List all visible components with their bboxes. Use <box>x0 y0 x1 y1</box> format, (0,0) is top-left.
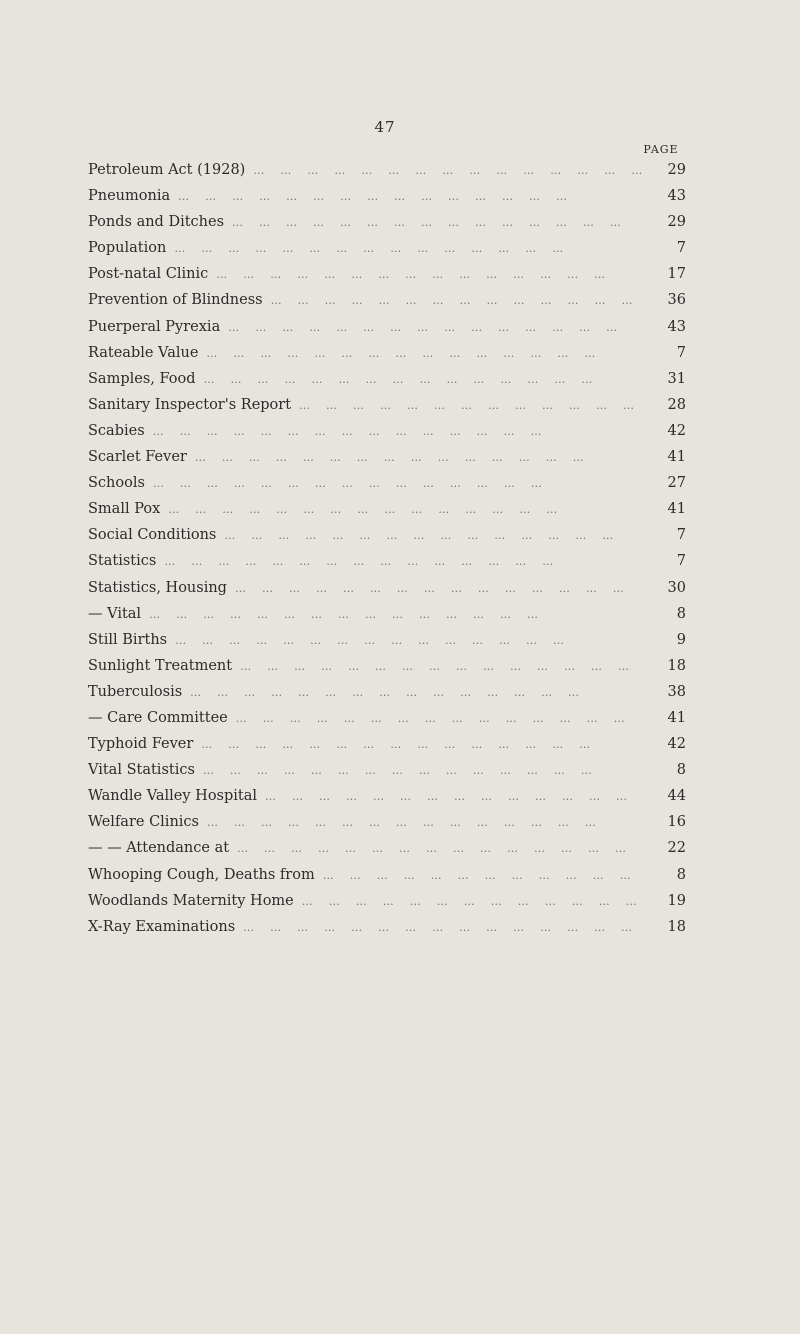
dot-leader <box>228 712 642 725</box>
dot-leader <box>291 399 642 412</box>
index-term: Schools <box>88 475 145 492</box>
dot-leader <box>227 582 642 595</box>
dot-leader <box>235 921 642 934</box>
index-term: Pneumonia <box>88 188 171 205</box>
index-page-number: 16 <box>667 814 686 831</box>
dot-leader <box>141 608 642 621</box>
index-page-number: 36 <box>667 292 686 309</box>
index-page-number: 31 <box>667 370 686 387</box>
index-entry <box>88 188 690 214</box>
dot-leader <box>145 425 642 438</box>
index-term: Statistics, Housing <box>88 579 227 596</box>
dot-leader <box>229 842 642 855</box>
dot-leader <box>166 242 642 255</box>
index-page-number: 29 <box>667 214 686 231</box>
dot-leader <box>182 686 642 699</box>
index-term: Small Pox <box>88 501 161 518</box>
index-entry <box>88 919 690 945</box>
index-page-number: 42 <box>667 736 686 753</box>
dot-leader <box>195 764 642 777</box>
dot-leader <box>294 895 642 908</box>
index-term: Statistics <box>88 553 157 570</box>
dot-leader <box>160 503 642 516</box>
index-entry <box>88 893 690 919</box>
index-term: Woodlands Maternity Home <box>88 892 294 909</box>
index-entry <box>88 475 690 501</box>
dot-leader <box>263 294 642 307</box>
index-term: Scarlet Fever <box>88 449 187 466</box>
index-entry <box>88 658 690 684</box>
dot-leader <box>257 790 642 803</box>
index-page-number: 8 <box>676 866 686 883</box>
index-page-number: 8 <box>676 605 686 622</box>
index-entry <box>88 449 690 475</box>
page-column-header: PAGE <box>643 143 679 156</box>
index-entry <box>88 762 690 788</box>
index-entry <box>88 162 690 188</box>
index-term: — Care Committee <box>88 709 228 726</box>
index-term: Vital Statistics <box>88 762 195 779</box>
index-page-number: 41 <box>667 449 686 466</box>
index-page-number: 42 <box>667 422 686 439</box>
dot-leader <box>220 321 642 334</box>
dot-leader <box>216 529 642 542</box>
dot-leader <box>315 869 642 882</box>
index-page-number: 28 <box>667 396 686 413</box>
dot-leader <box>193 738 642 751</box>
index-entry <box>88 371 690 397</box>
index-entry <box>88 319 690 345</box>
index-page-number: 41 <box>667 709 686 726</box>
index-entry <box>88 580 690 606</box>
index-entry <box>88 240 690 266</box>
index-entry <box>88 632 690 658</box>
index-page-number: 43 <box>667 318 686 335</box>
dot-leader <box>170 190 642 203</box>
index-entry <box>88 814 690 840</box>
index-entry <box>88 736 690 762</box>
index-term: Puerperal Pyrexia <box>88 318 221 335</box>
index-term: Typhoid Fever <box>88 736 194 753</box>
index-entry <box>88 266 690 292</box>
index-term: Welfare Clinics <box>88 814 199 831</box>
index-term: Wandle Valley Hospital <box>88 788 258 805</box>
index-entry <box>88 345 690 371</box>
index-term: Sanitary Inspector's Report <box>88 396 292 413</box>
index-entry <box>88 501 690 527</box>
index-page-number: 19 <box>667 892 686 909</box>
index-entry <box>88 788 690 814</box>
index-page-number: 7 <box>676 553 686 570</box>
index-term: Tuberculosis <box>88 683 183 700</box>
index-page-number: 7 <box>676 527 686 544</box>
dot-leader <box>196 373 643 386</box>
index-term: Sunlight Treatment <box>88 657 233 674</box>
index-page-number: 7 <box>676 240 686 257</box>
index-page-number: 29 <box>667 162 686 178</box>
index-term: X-Ray Examinations <box>88 918 236 935</box>
index-entry <box>88 606 690 632</box>
index-term: Scabies <box>88 422 145 439</box>
dot-leader <box>187 451 642 464</box>
index-page-number: 44 <box>667 788 686 805</box>
index-page-number: 38 <box>667 683 686 700</box>
dot-leader <box>245 164 642 177</box>
index-page-number: 7 <box>676 344 686 361</box>
index-term: Social Conditions <box>88 527 217 544</box>
index-term: Petroleum Act (1928) <box>88 162 246 178</box>
index-term: Prevention of Blindness <box>88 292 263 309</box>
index-term: — Vital <box>88 605 142 622</box>
page-number: 47 <box>374 118 396 136</box>
index-page-number: 8 <box>676 762 686 779</box>
index-term: Population <box>88 240 167 257</box>
index-page-number: 27 <box>667 475 686 492</box>
dot-leader <box>224 216 642 229</box>
index-term: Post-natal Clinic <box>88 266 209 283</box>
index-page-number: 22 <box>667 840 686 857</box>
index-entry <box>88 684 690 710</box>
index-entry <box>88 840 690 866</box>
dot-leader <box>208 268 642 281</box>
index-entry <box>88 867 690 893</box>
index-page-number: 43 <box>667 188 686 205</box>
index-list <box>88 162 690 945</box>
dot-leader <box>199 816 642 829</box>
index-term: Ponds and Ditches <box>88 214 225 231</box>
dot-leader <box>145 477 642 490</box>
index-term: Whooping Cough, Deaths from <box>88 866 315 883</box>
dot-leader <box>232 660 642 673</box>
index-entry <box>88 527 690 553</box>
index-entry <box>88 710 690 736</box>
index-page-number: 18 <box>667 918 686 935</box>
index-term: Rateable Value <box>88 344 199 361</box>
index-page-number: 41 <box>667 501 686 518</box>
index-term: Samples, Food <box>88 370 196 387</box>
index-entry <box>88 553 690 579</box>
index-page-number: 30 <box>667 579 686 596</box>
index-term: — — Attendance at <box>88 840 230 857</box>
dot-leader <box>167 634 642 647</box>
index-term: Still Births <box>88 631 168 648</box>
index-page-number: 9 <box>676 631 686 648</box>
dot-leader <box>156 555 642 568</box>
index-entry <box>88 214 690 240</box>
index-page-number: 17 <box>667 266 686 283</box>
index-entry <box>88 397 690 423</box>
index-entry <box>88 423 690 449</box>
index-entry <box>88 292 690 318</box>
dot-leader <box>198 347 642 360</box>
index-page-number: 18 <box>667 657 686 674</box>
